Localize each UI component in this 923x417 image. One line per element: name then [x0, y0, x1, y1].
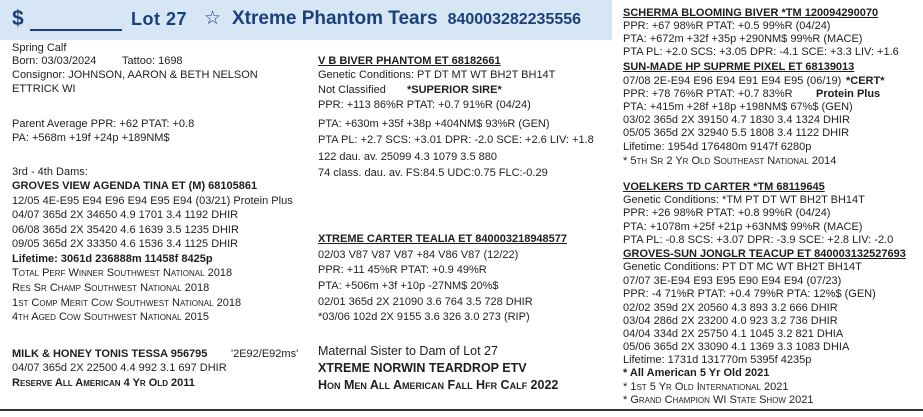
- scherma-line: PPR: +67 98%R PTAT: +0.5 99%R (04/24): [623, 20, 831, 32]
- sunmade-line: Lifetime: 1954d 176480m 9147f 6280p: [623, 141, 812, 153]
- sunmade-line: 07/08 2E-E94 E96 E94 E91 E94 E95 (06/19): [623, 75, 842, 87]
- groves-sun-line: 07/07 3E-E94 E93 E95 E90 E94 E94 (07/23): [623, 275, 842, 287]
- milk-honey-title: MILK & HONEY TONIS TESSA 956795: [12, 348, 208, 360]
- groves-view-title: GROVES VIEW AGENDA TINA ET (M) 68105861: [12, 180, 258, 192]
- dams-heading: 3rd - 4th Dams:: [12, 166, 88, 178]
- groves-sun-line: 02/02 359d 2X 20560 4.3 893 3.2 666 DHIR: [623, 302, 838, 314]
- lot-category: Spring Calf: [12, 42, 67, 54]
- groves-view-award: 4th Aged Cow Southwest National 2015: [12, 311, 210, 323]
- dam-line: 02/01 365d 2X 21090 3.6 764 3.5 728 DHIR: [318, 296, 533, 308]
- dam-line: PTA: +506m +3f +10p -27NM$ 20%$: [318, 280, 499, 292]
- sunmade-line: PTA: +415m +28f +18p +198NM$ 67%$ (GEN): [623, 101, 853, 113]
- protein-plus-badge: Protein Plus: [816, 88, 881, 100]
- groves-view-lifetime: Lifetime: 3061d 236888m 11458f 8425p: [12, 253, 213, 265]
- sunmade-award: * 5th Sr 2 Yr Old Southeast National 2014: [623, 155, 837, 167]
- sire-line: 122 dau. av. 25099 4.3 1079 3.5 880: [318, 151, 498, 163]
- groves-view-award: Res Sr Champ Southwest National 2018: [12, 282, 210, 294]
- dam-title: XTREME CARTER TEALIA ET 840003218948577: [318, 233, 568, 245]
- sire-line: PTA PL: +2.7 SCS: +3.01 DPR: -2.0 SCE: +2.6 LIV: +1.8: [318, 134, 594, 146]
- lot-born: Born: 03/03/2024: [12, 55, 97, 67]
- groves-sun-award: * 1st 5 Yr Old International 2021: [623, 381, 789, 393]
- animal-name: Xtreme Phantom Tears: [232, 8, 438, 29]
- groves-view-award: Total Perf Winner Southwest National 2018: [12, 267, 233, 279]
- milk-honey-award: Reserve All American 4 Yr Old 2011: [12, 377, 195, 389]
- sunmade-line: 05/05 365d 2X 32940 5.5 1808 3.4 1122 DHIR: [623, 127, 850, 139]
- groves-sun-title: GROVES-SUN JONGLR TEACUP ET 840003132527693: [623, 248, 906, 260]
- sunmade-line: PPR: +78 76%R PTAT: +0.7 83%R: [623, 88, 793, 100]
- groves-sun-award: * Grand Champion WI State Show 2021: [623, 394, 814, 406]
- dam-line: *03/06 102d 2X 9155 3.6 326 3.0 273 (RIP): [318, 311, 530, 323]
- sunmade-title: SUN-MADE HP SUPRME PIXEL ET 68139013: [623, 61, 855, 73]
- sire-line: Not Classified: [318, 84, 386, 96]
- price-dollar-sign: $: [12, 7, 24, 30]
- price-blank-line: [30, 29, 122, 31]
- groves-sun-line: 03/04 286d 2X 23200 4.0 923 3.2 736 DHIR: [623, 315, 838, 327]
- superior-sire-badge: *SUPERIOR SIRE*: [407, 84, 502, 96]
- maternal-sister-name: XTREME NORWIN TEARDROP ETV: [318, 361, 527, 375]
- lot-tattoo: Tattoo: 1698: [122, 55, 183, 67]
- sunmade-line: 03/02 365d 2X 39150 4.7 1830 3.4 1324 DHIR: [623, 114, 850, 126]
- sire-line: PPR: +113 86%R PTAT: +0.7 91%R (04/24): [318, 99, 531, 111]
- groves-view-line: 12/05 4E-E95 E94 E96 E94 E95 E94 (03/21) Protein Plus: [12, 195, 293, 207]
- maternal-sister-line: Maternal Sister to Dam of Lot 27: [318, 344, 498, 358]
- voelkers-title: VOELKERS TD CARTER *TM 68119645: [623, 181, 825, 193]
- lot-title: [232, 8, 581, 30]
- sire-title: V B BIVER PHANTOM ET 68182661: [318, 55, 501, 67]
- groves-view-line: 06/08 365d 2X 35420 4.6 1639 3.5 1235 DHIR: [12, 224, 239, 236]
- bottom-divider: [0, 409, 923, 411]
- pa-values: PA: +568m +19f +24p +189NM$: [12, 132, 170, 144]
- voelkers-line: PTA PL: -0.8 SCS: +3.07 DPR: -3.9 SCE: +2.8 LIV: -2.0: [623, 234, 894, 246]
- sire-line: 74 class. dau. av. FS:84.5 UDC:0.75 FLC:-0.29: [318, 167, 548, 179]
- voelkers-line: Genetic Conditions: *TM PT DT WT BH2T BH14T: [623, 194, 865, 206]
- groves-sun-line: Genetic Conditions: PT DT MC WT BH2T BH14T: [623, 261, 862, 273]
- groves-sun-line: PPR: -4 71%R PTAT: +0.4 79%R PTA: 12%$ (GEN): [623, 288, 876, 300]
- voelkers-line: PTA: +1078m +25f +21p +63NM$ 99%R (MACE): [623, 221, 863, 233]
- milk-honey-record: 04/07 365d 2X 22500 4.4 992 3.1 697 DHIR: [12, 362, 227, 374]
- groves-sun-all-american: * All American 5 Yr Old 2021: [623, 367, 770, 379]
- sire-line: Genetic Conditions: PT DT MT WT BH2T BH14T: [318, 69, 556, 81]
- voelkers-line: PPR: +26 98%R PTAT: +0.8 99%R (04/24): [623, 207, 831, 219]
- cert-badge: *CERT*: [846, 75, 885, 87]
- parent-average: Parent Average PPR: +62 PTAT: +0.8: [12, 118, 195, 130]
- scherma-title: SCHERMA BLOOMING BIVER *TM 120094290070: [623, 7, 879, 19]
- lot-number: Lot 27: [131, 9, 188, 29]
- lot-location: ETTRICK WI: [12, 83, 76, 95]
- groves-sun-line: 05/06 365d 2X 33090 4.1 1369 3.3 1083 DHIA: [623, 341, 850, 353]
- maternal-sister-award: Hon Men All American Fall Hfr Calf 2022: [318, 378, 559, 392]
- groves-view-award: 1st Comp Merit Cow Southwest National 2018: [12, 297, 242, 309]
- milk-honey-score: '2E92/E92ms': [231, 348, 299, 360]
- groves-sun-line: 04/04 334d 2X 25750 4.1 1045 3.2 821 DHIA: [623, 328, 844, 340]
- scherma-line: PTA: +672m +32f +35p +290NM$ 99%R (MACE): [623, 33, 863, 45]
- groves-sun-line: Lifetime: 1731d 131770m 5395f 4235p: [623, 354, 812, 366]
- lot-consignor: Consignor: JOHNSON, AARON & BETH NELSON: [12, 69, 258, 81]
- registration-number: 840003282235556: [447, 11, 582, 28]
- groves-view-line: 04/07 365d 2X 34650 4.9 1701 3.4 1192 DHIR: [12, 209, 239, 221]
- dam-line: PPR: +11 45%R PTAT: +0.9 49%R: [318, 264, 487, 276]
- groves-view-line: 09/05 365d 2X 33350 4.6 1536 3.4 1125 DHIR: [12, 238, 239, 250]
- star-icon: ☆: [204, 8, 222, 29]
- dam-line: 02/03 V87 V87 V87 +84 V86 V87 (12/22): [318, 249, 519, 261]
- scherma-line: PTA PL: +2.0 SCS: +3.05 DPR: -4.1 SCE: +3.3 LIV: +1.6: [623, 46, 899, 58]
- sire-line: PTA: +630m +35f +38p +404NM$ 93%R (GEN): [318, 118, 550, 130]
